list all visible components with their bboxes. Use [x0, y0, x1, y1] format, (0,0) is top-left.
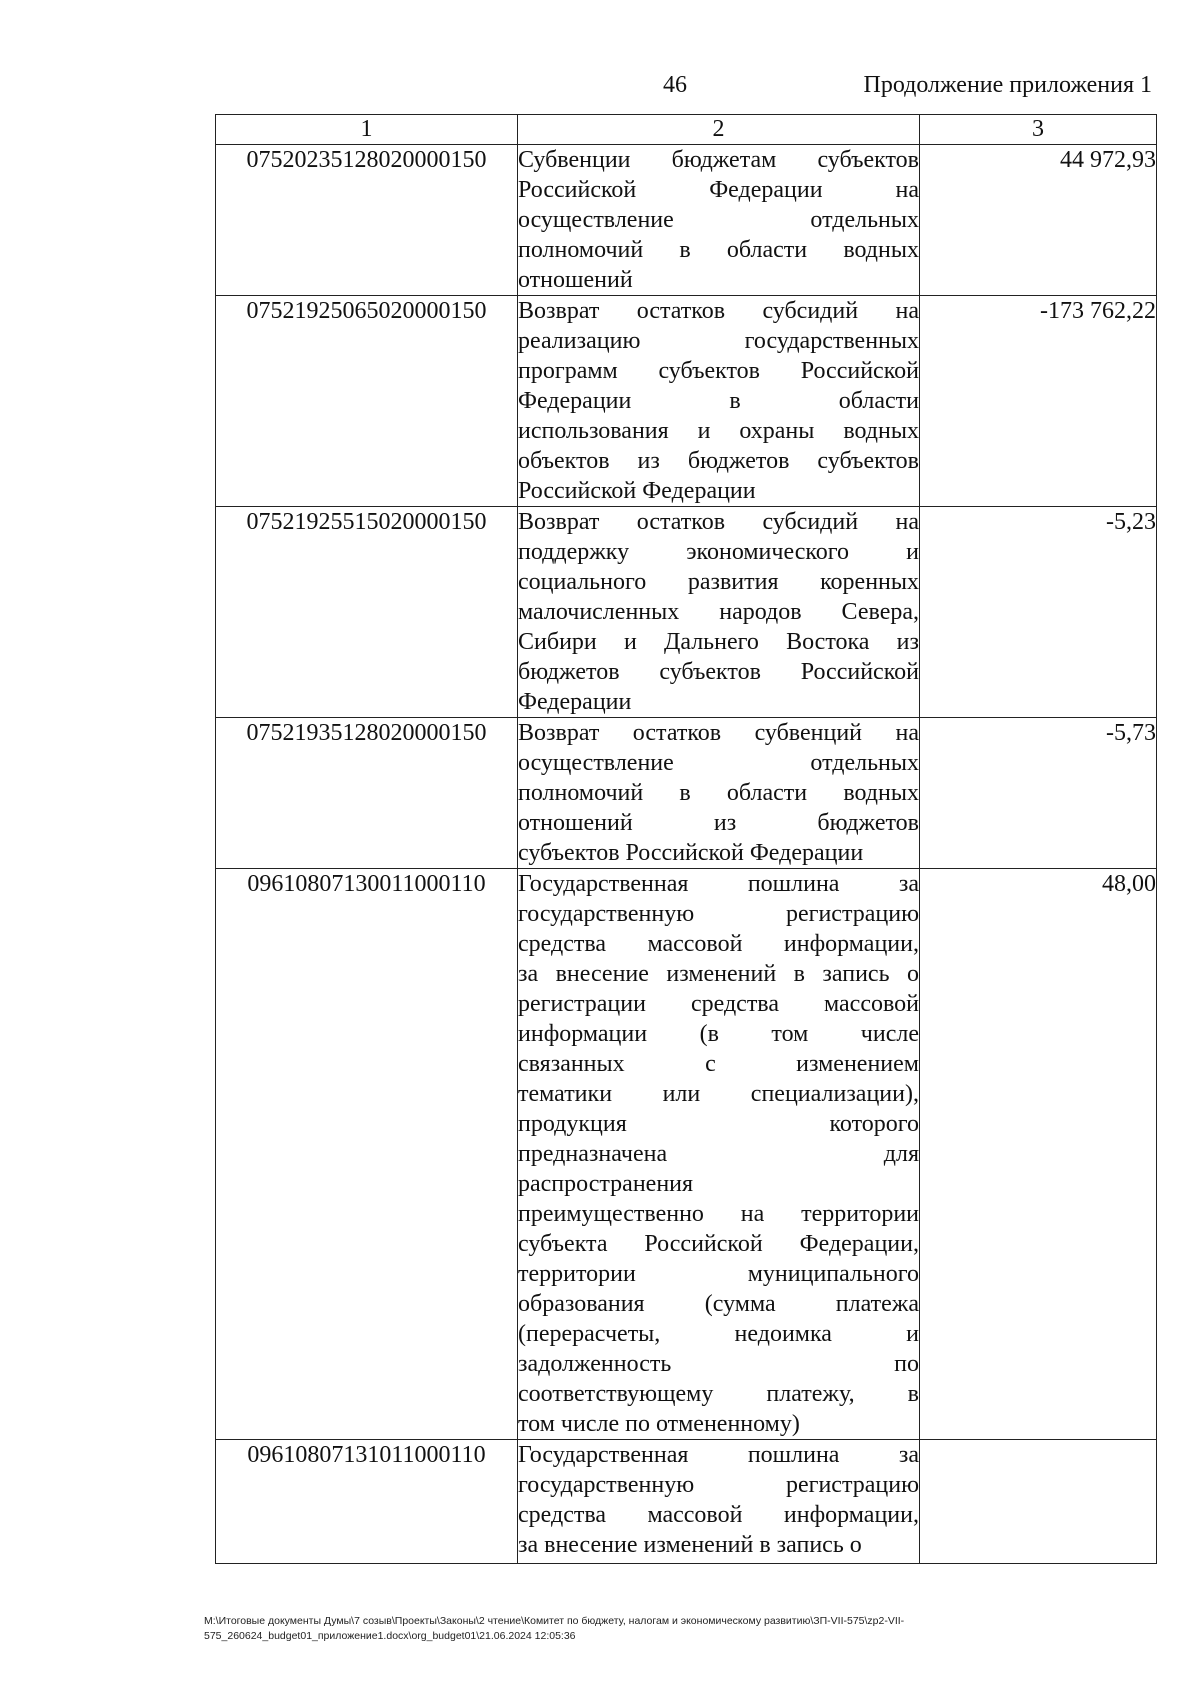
- description-line: реализацию государственных: [518, 328, 919, 354]
- description-line: за внесение изменений в запись о: [518, 961, 919, 987]
- description-line: тематики или специализации),: [518, 1081, 919, 1107]
- description-line: отношений: [518, 267, 633, 293]
- table-row: [216, 296, 1157, 507]
- description-line: информации (в том числе: [518, 1021, 919, 1047]
- description-cell: [518, 1440, 920, 1564]
- description-line: предназначена для: [518, 1141, 919, 1167]
- description-line: государственную регистрацию: [518, 901, 919, 927]
- description-line: задолженность по: [518, 1351, 919, 1377]
- budget-code-cell: 07521925515020000150: [216, 507, 518, 718]
- description-line: малочисленных народов Севера,: [518, 599, 919, 625]
- description-line: Государственная пошлина за: [518, 871, 919, 897]
- description-line: социального развития коренных: [518, 569, 919, 595]
- description-line: продукция которого: [518, 1111, 919, 1137]
- description-line: том числе по отмененному): [518, 1411, 800, 1437]
- description-line: объектов из бюджетов субъектов: [518, 448, 919, 474]
- budget-code-cell: 07520235128020000150: [216, 145, 518, 296]
- description-line: субъектов Российской Федерации: [518, 840, 864, 866]
- table-row: [216, 507, 1157, 718]
- description-line: распространения: [518, 1171, 694, 1197]
- description-line: полномочий в области водных: [518, 780, 919, 806]
- description-line: Возврат остатков субвенций на: [518, 720, 919, 746]
- description-cell: [518, 296, 920, 507]
- file-path-footer: [204, 1614, 1160, 1644]
- budget-table: [215, 114, 1157, 1564]
- description-line: бюджетов субъектов Российской: [518, 659, 919, 685]
- column-header-1: 1: [216, 115, 518, 145]
- amount-cell: [920, 1440, 1157, 1564]
- budget-code-cell: 09610807131011000110: [216, 1440, 518, 1564]
- description-line: использования и охраны водных: [518, 418, 919, 444]
- table-row: [216, 1440, 1157, 1564]
- column-header-2: 2: [518, 115, 920, 145]
- description-line: территории муниципального: [518, 1261, 919, 1287]
- amount-cell: -173 762,22: [920, 296, 1157, 507]
- budget-code-cell: 07521925065020000150: [216, 296, 518, 507]
- description-line: осуществление отдельных: [518, 750, 919, 776]
- description-line: Российской Федерации на: [518, 177, 919, 203]
- description-line: (перерасчеты, недоимка и: [518, 1321, 919, 1347]
- description-line: осуществление отдельных: [518, 207, 919, 233]
- amount-cell: -5,23: [920, 507, 1157, 718]
- amount-cell: 44 972,93: [920, 145, 1157, 296]
- column-header-3: 3: [920, 115, 1157, 145]
- description-line: Федерации: [518, 689, 632, 715]
- description-line: образования (сумма платежа: [518, 1291, 919, 1317]
- description-line: поддержку экономического и: [518, 539, 919, 565]
- description-cell: [518, 718, 920, 869]
- description-line: регистрации средства массовой: [518, 991, 919, 1017]
- table-row: [216, 145, 1157, 296]
- description-line: программ субъектов Российской: [518, 358, 919, 384]
- description-cell: [518, 145, 920, 296]
- description-line: средства массовой информации,: [518, 931, 919, 957]
- amount-cell: -5,73: [920, 718, 1157, 869]
- description-line: Сибири и Дальнего Востока из: [518, 629, 919, 655]
- table-row: [216, 869, 1157, 1440]
- description-line: Российской Федерации: [518, 478, 756, 504]
- description-line: за внесение изменений в запись о: [518, 1532, 862, 1558]
- description-line: средства массовой информации,: [518, 1502, 919, 1528]
- file-path-line: M:\Итоговые документы Думы\7 созыв\Проекты\Законы\2 чтение\Комитет по бюджету, налогам и экономическому развитию\ЗП-VII-575\zp2-VII-: [204, 1615, 905, 1627]
- table-row: [216, 718, 1157, 869]
- column-numbers-row: [216, 115, 1157, 145]
- budget-code-cell: 09610807130011000110: [216, 869, 518, 1440]
- file-path-line: 575_260624_budget01_приложение1.docx\org_budget01\21.06.2024 12:05:36: [204, 1630, 576, 1642]
- amount-cell: 48,00: [920, 869, 1157, 1440]
- description-line: государственную регистрацию: [518, 1472, 919, 1498]
- description-line: Возврат остатков субсидий на: [518, 509, 919, 535]
- description-line: Государственная пошлина за: [518, 1442, 919, 1468]
- description-line: отношений из бюджетов: [518, 810, 919, 836]
- appendix-continuation-label: Продолжение приложения 1: [863, 72, 1152, 98]
- description-line: Субвенции бюджетам субъектов: [518, 147, 919, 173]
- description-line: Федерации в области: [518, 388, 919, 414]
- description-line: соответствующему платежу, в: [518, 1381, 919, 1407]
- description-line: связанных с изменением: [518, 1051, 919, 1077]
- description-cell: [518, 507, 920, 718]
- description-line: полномочий в области водных: [518, 237, 919, 263]
- description-cell: [518, 869, 920, 1440]
- budget-code-cell: 07521935128020000150: [216, 718, 518, 869]
- description-line: Возврат остатков субсидий на: [518, 298, 919, 324]
- description-line: субъекта Российской Федерации,: [518, 1231, 919, 1257]
- page-number: 46: [663, 72, 687, 98]
- description-line: преимущественно на территории: [518, 1201, 919, 1227]
